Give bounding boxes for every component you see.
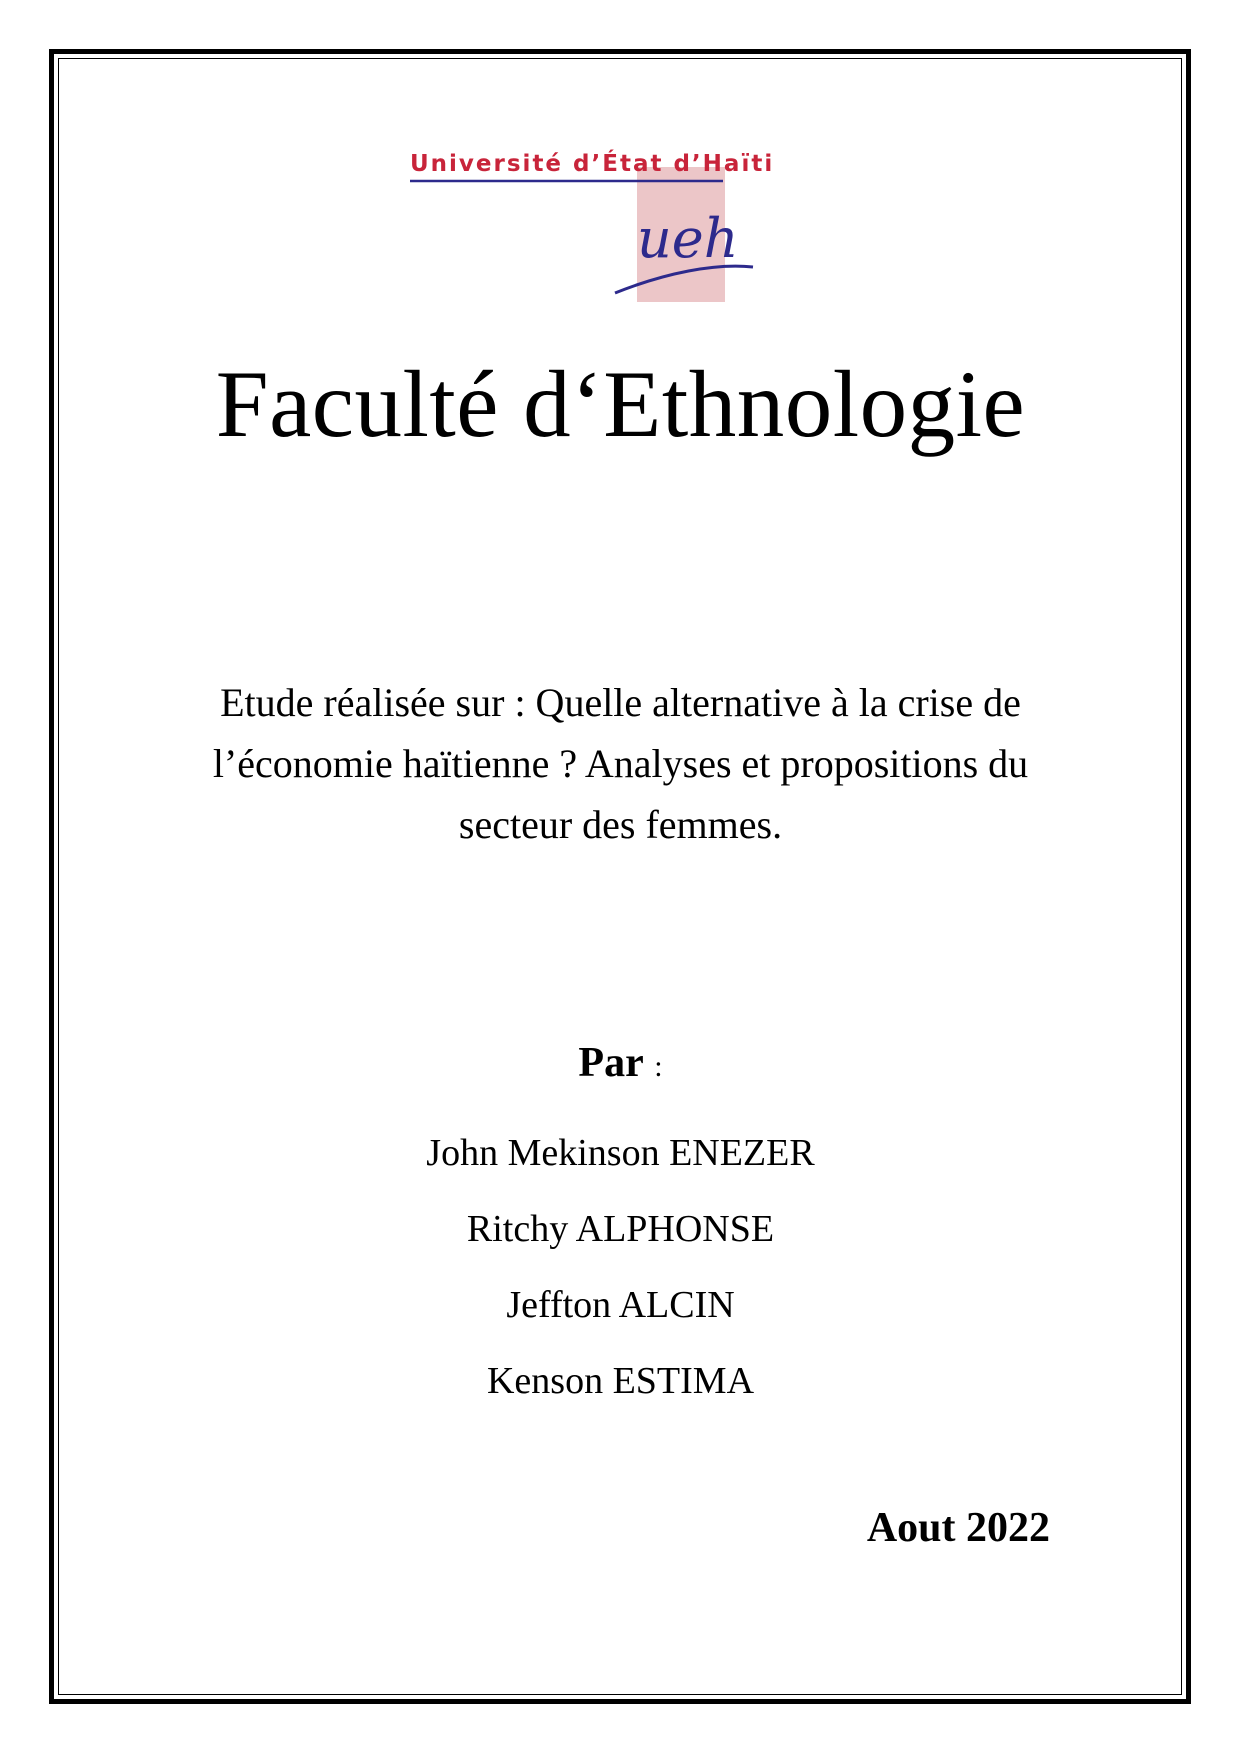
university-logo	[405, 145, 835, 305]
author-name: Kenson ESTIMA	[486, 1360, 755, 1402]
by-label-text: Par	[578, 1040, 644, 1086]
faculty-title: Faculté d‘Ethnologie	[215, 351, 1026, 457]
author-name: Ritchy ALPHONSE	[466, 1208, 775, 1250]
by-label-colon: :	[654, 1050, 663, 1083]
author-name: Jeffton ALCIN	[506, 1284, 735, 1326]
publication-date: Aout 2022	[866, 1505, 1050, 1551]
by-label	[0, 1038, 1241, 1088]
study-title: Etude réalisée sur : Quelle alternative à la crise de l’économie haïtienne ? Analyses et propositions du secteur des femmes.	[212, 680, 1029, 847]
author-name: John Mekinson ENEZER	[426, 1132, 815, 1174]
logo-university-name: Université d’État d’Haïti	[410, 151, 775, 177]
logo-monogram: ueh	[637, 207, 739, 270]
author-list	[0, 1115, 1241, 1419]
